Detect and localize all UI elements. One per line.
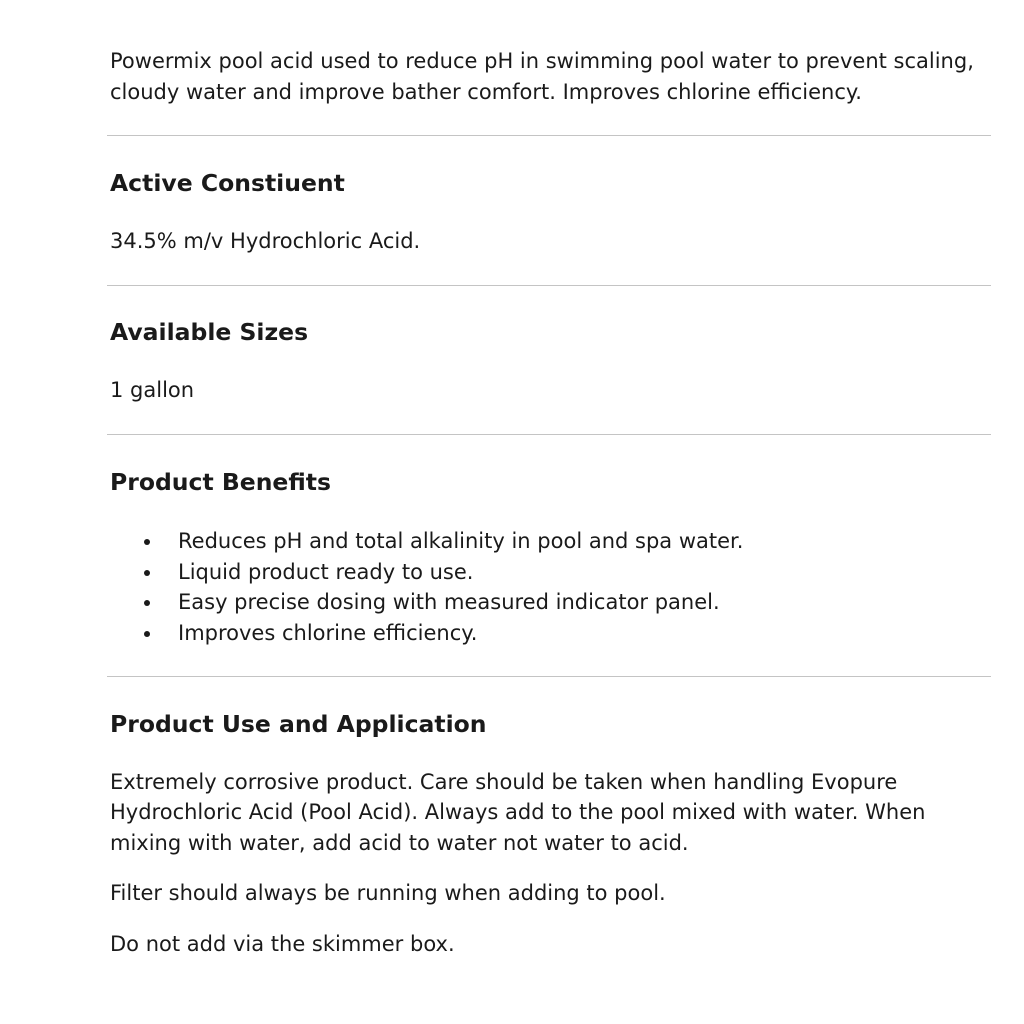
product-use-heading: Product Use and Application — [110, 710, 487, 738]
product-use-paragraph-2: Filter should always be running when adding to pool. — [110, 881, 666, 905]
list-item-text: Liquid product ready to use. — [178, 559, 474, 584]
active-constituent-heading: Active Constiuent — [110, 169, 345, 197]
available-sizes-heading: Available Sizes — [110, 318, 309, 346]
bullet-icon — [144, 600, 150, 606]
bullet-icon — [144, 539, 150, 545]
bullet-icon — [144, 570, 150, 576]
product-use-paragraph-1-line-3: mixing with water, add acid to water not water to acid. — [110, 831, 689, 855]
bullet-icon — [144, 631, 150, 637]
list-item — [110, 526, 743, 557]
list-item — [110, 618, 743, 649]
intro-paragraph-line-1: Powermix pool acid used to reduce pH in swimming pool water to prevent scaling, — [110, 49, 974, 73]
list-item-text: Improves chlorine efficiency. — [178, 621, 478, 646]
product-use-paragraph-1-line-1: Extremely corrosive product. Care should be taken when handling Evopure — [110, 770, 898, 794]
active-constituent-text: 34.5% m/v Hydrochloric Acid. — [110, 229, 421, 253]
list-item — [110, 587, 743, 618]
section-divider — [107, 676, 991, 677]
intro-paragraph-line-2: cloudy water and improve bather comfort. Improves chlorine efficiency. — [110, 80, 862, 104]
product-benefits-list — [110, 526, 743, 649]
product-use-paragraph-3: Do not add via the skimmer box. — [110, 932, 455, 956]
list-item — [110, 557, 743, 588]
section-divider — [107, 434, 991, 435]
list-item-text: Easy precise dosing with measured indicator panel. — [178, 590, 720, 615]
product-benefits-heading: Product Benefits — [110, 468, 332, 496]
list-item-text: Reduces pH and total alkalinity in pool and spa water. — [178, 529, 744, 553]
section-divider — [107, 135, 991, 136]
available-sizes-text: 1 gallon — [110, 378, 195, 402]
section-divider — [107, 285, 991, 286]
product-use-paragraph-1-line-2: Hydrochloric Acid (Pool Acid). Always add to the pool mixed with water. When — [110, 800, 926, 824]
